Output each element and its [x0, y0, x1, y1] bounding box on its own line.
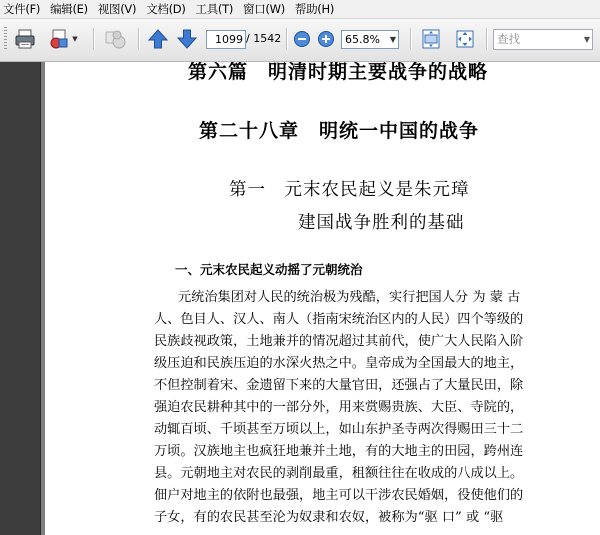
zoom-in-icon — [317, 30, 335, 48]
paragraph-line: 级压迫和民族压迫的水深火热之中。皇帝成为全国最大的地主， — [154, 356, 524, 371]
section-title-line1: 第一 元末农民起义是朱元璋 — [229, 180, 470, 200]
paragraph-line: 元统治集团对人民的统治极为残酷，实行把国人分 为 蒙 古 — [178, 290, 521, 305]
paragraph-line: 动辄百顷、千顷甚至万顷以上，如山东护圣寺两次得赐田三十二 — [154, 422, 524, 437]
menu-bar — [0, 0, 600, 19]
navigation-panel[interactable] — [0, 62, 41, 535]
fit-page-icon — [420, 28, 442, 50]
paragraph-line: 强迫农民耕种其中的一部分外，用来赏赐贵族、大臣、寺院的， — [154, 400, 524, 415]
menu-document[interactable]: 文档(D) — [146, 2, 186, 16]
chevron-down-icon: ▼ — [583, 35, 590, 44]
paragraph-line: 子女，有的农民甚至沦为奴隶和农奴，被称为“驱 口” 或 “驱 — [154, 510, 504, 525]
full-screen-button[interactable] — [452, 26, 478, 52]
zoom-select[interactable] — [341, 30, 399, 49]
menu-window[interactable]: 窗口(W) — [243, 2, 285, 16]
part-title: 第六篇 明清时期主要战争的战略 — [188, 62, 489, 83]
menu-tools[interactable]: 工具(T) — [195, 2, 234, 16]
chevron-down-icon: ▼ — [389, 35, 396, 44]
menu-view[interactable]: 视图(V) — [97, 2, 137, 16]
chevron-down-icon: ▼ — [72, 35, 78, 43]
zoom-value: 65.8% — [345, 33, 380, 46]
menu-help[interactable]: 帮助(H) — [294, 2, 335, 16]
search-placeholder: 查找 — [497, 32, 520, 46]
full-screen-icon — [454, 28, 476, 50]
panel-divider — [40, 62, 41, 535]
toolbar-separator — [286, 28, 288, 50]
page-total-label: / 1542 — [246, 32, 282, 45]
arrow-down-icon — [176, 28, 198, 50]
previous-page-button[interactable] — [146, 26, 170, 52]
paragraph-line: 万顷。汉族地主也疯狂地兼并土地，有的大地主的田园，跨州连 — [154, 444, 524, 459]
collaborate-button[interactable] — [101, 26, 129, 52]
menu-file[interactable]: 文件(F) — [3, 2, 41, 16]
zoom-in-button[interactable] — [316, 26, 336, 52]
toolbar-separator — [138, 28, 140, 50]
menu-edit[interactable]: 编辑(E) — [50, 2, 88, 16]
document-share-icon — [48, 28, 70, 50]
section-title-line2: 建国战争胜利的基础 — [298, 213, 465, 233]
document-page — [45, 62, 600, 535]
page-number-input[interactable]: 1099 — [206, 30, 246, 49]
paragraph-line: 县。元朝地主对农民的剥削最重，租额往往在收成的八成以上。 — [154, 466, 524, 481]
paragraph-line: 民族歧视政策，土地兼并的情况超过其前代，使广大人民陷入阶 — [154, 334, 524, 349]
paragraph-line: 不但控制着宋、金遗留下来的大量官田，还强占了大量民田，除 — [154, 378, 524, 393]
toolbar-separator — [410, 28, 412, 50]
paragraph-line: 人、色目人、汉人、南人（指南宋统治区内的人民）四个等级的 — [154, 312, 524, 327]
search-input[interactable] — [493, 29, 593, 50]
arrow-up-icon — [147, 28, 169, 50]
toolbar-grip[interactable] — [4, 27, 7, 51]
subsection-heading: 一、元末农民起义动摇了元朝统治 — [175, 262, 363, 277]
printer-icon — [14, 28, 36, 50]
next-page-button[interactable] — [175, 26, 199, 52]
print-button[interactable] — [12, 26, 38, 52]
toolbar-separator — [486, 28, 488, 50]
paragraph-line: 佃户对地主的依附也最强，地主可以干涉农民婚姻，役使他们的 — [154, 488, 524, 503]
zoom-out-icon — [293, 30, 311, 48]
toolbar-separator — [93, 28, 95, 50]
review-disabled-icon — [103, 28, 127, 50]
fit-page-button[interactable] — [418, 26, 444, 52]
chapter-title: 第二十八章 明统一中国的战争 — [199, 120, 480, 142]
toolbar — [0, 19, 600, 62]
zoom-out-button[interactable] — [292, 26, 312, 52]
attach-button[interactable] — [45, 26, 81, 52]
